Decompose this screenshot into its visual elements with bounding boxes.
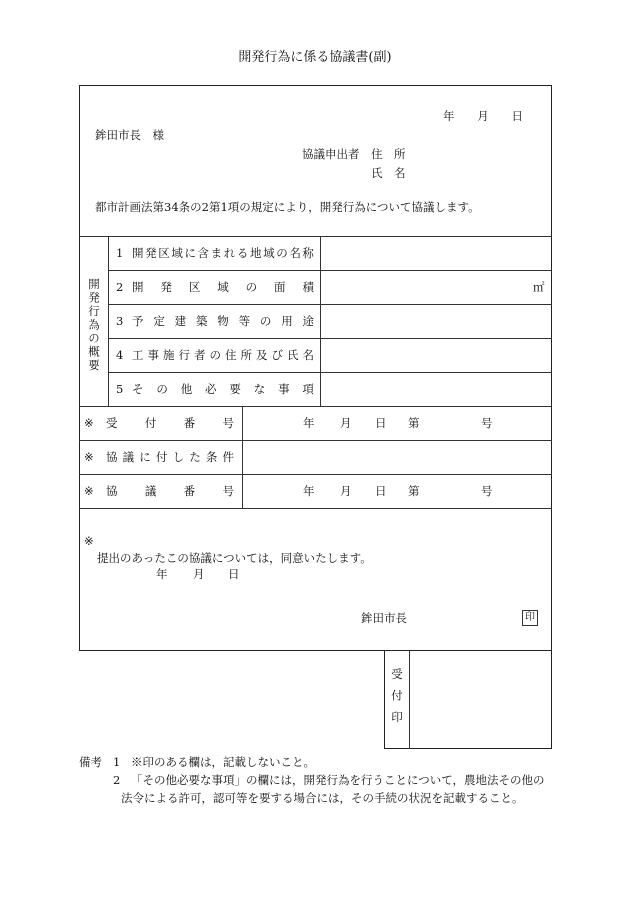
row-2-number: 2: [116, 280, 124, 294]
approval-month: 月: [193, 567, 205, 581]
remark-2-number: 2: [113, 773, 121, 787]
row-5-number: 5: [116, 382, 124, 396]
consultation-month: 月: [340, 484, 352, 498]
name-label: 氏 名: [371, 166, 406, 180]
approval-mark: ※: [84, 534, 94, 548]
office-mark-2: ※: [84, 450, 94, 464]
consultation-no-suffix: 号: [481, 484, 493, 498]
row-4-number: 4: [116, 348, 124, 362]
remark-2-text-line-2: 法令による許可，認可等を要する場合には，その手続の状況を記載すること。: [121, 791, 524, 805]
receipt-number-label: 受 付 番 号: [106, 416, 234, 430]
row-1-label: 開 発 区 域 に 含 ま れ る 地 域 の 名 称: [132, 246, 314, 260]
approval-text: 提出のあったこの協議については，同意いたします。: [97, 551, 372, 565]
row-4-label: 工 事 施 行 者 の 住 所 及 び 氏 名: [132, 348, 314, 362]
remark-1-number: 1: [113, 755, 121, 769]
office-mark-3: ※: [84, 484, 94, 498]
row-3-number: 3: [116, 314, 124, 328]
conditions-label: 協 議 に 付 し た 条 件: [106, 450, 234, 464]
office-mark-1: ※: [84, 416, 94, 430]
form-frame: [79, 85, 552, 651]
date-line: [443, 109, 523, 123]
seal-mark: 印: [522, 610, 538, 626]
statement: 都市計画法第34条の2第1項の規定により，開発行為について協議します。: [95, 200, 480, 214]
address-label: 住 所: [371, 147, 406, 161]
month-label: 月: [477, 109, 489, 123]
row-5-label: そ の 他 必 要 な 事 項: [132, 382, 314, 396]
consultation-number-label: 協 議 番 号: [106, 484, 234, 498]
applicant-label: 協議申出者: [302, 147, 360, 161]
receipt-no-prefix: 第: [408, 416, 420, 430]
remark-2-text-line-1: 「その他必要な事項」の欄には，開発行為を行うことについて，農地法その他の: [131, 773, 545, 787]
remark-1-text: ※印のある欄は，記載しないこと。: [131, 755, 315, 769]
addressee: 鉾田市長 様: [95, 128, 164, 142]
document-title: 開発行為に係る協議書(副): [238, 50, 392, 65]
approval-year: 年: [156, 567, 168, 581]
area-unit: ㎡: [533, 280, 545, 294]
receipt-no-suffix: 号: [481, 416, 493, 430]
row-1-number: 1: [116, 246, 124, 260]
overview-side-label: 開発行為の概要: [87, 278, 101, 373]
remarks-heading: 備考: [79, 755, 102, 769]
consultation-day: 日: [375, 484, 387, 498]
receipt-day: 日: [375, 416, 387, 430]
row-2-label: 開 発 区 域 の 面 積: [132, 280, 314, 294]
approval-signer: 鉾田市長: [361, 611, 407, 625]
consultation-year: 年: [303, 484, 315, 498]
row-3-label: 予 定 建 築 物 等 の 用 途: [132, 314, 314, 328]
receipt-year: 年: [303, 416, 315, 430]
year-label: 年: [443, 109, 455, 123]
approval-day: 日: [228, 567, 240, 581]
receipt-stamp-label: 受付印: [390, 668, 404, 733]
receipt-month: 月: [340, 416, 352, 430]
consultation-no-prefix: 第: [408, 484, 420, 498]
day-label: 日: [511, 109, 523, 123]
